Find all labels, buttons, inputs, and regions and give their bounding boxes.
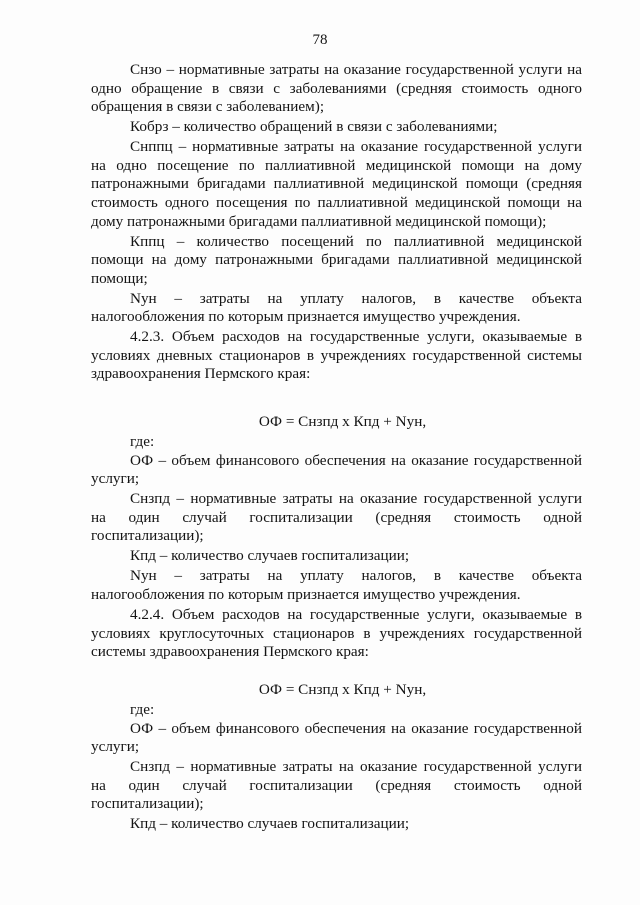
- definition-kobrz: Кобрз – количество обращений в связи с заболеваниями;: [130, 118, 498, 136]
- definition-kpd-1: Кпд – количество случаев госпитализации;: [130, 547, 410, 565]
- definitions-block-1: [91, 61, 582, 384]
- section-4-2-4-heading: 4.2.4. Объем расходов на государственные услуги, оказываемые в условиях круглосуточных стационаров в учреждениях государственной системы здравоохранения Пермского края:: [91, 605, 582, 661]
- definition-kppc: Кппц – количество посещений по паллиативной медицинской помощи на дому патронажными бригадами паллиативной медицинской помощи;: [91, 232, 582, 287]
- definition-of-1: ОФ – объем финансового обеспечения на оказание государственной услуги;: [91, 451, 582, 488]
- formula-1-block: [91, 413, 582, 432]
- where-label-2: где:: [130, 701, 155, 718]
- formula-2-block: [91, 681, 582, 700]
- definition-kpd-2: Кпд – количество случаев госпитализации;: [130, 815, 410, 833]
- definition-snppc: Снппц – нормативные затраты на оказание государственной услуги на одно посещение по паллиативной медицинской помощи на дому патронажными бригадами паллиативной медицинской помощи (средняя стоимость одного посещения по паллиативной медицинской помощи на дому патронажными бригадами паллиативной медицинской помощи);: [91, 138, 582, 230]
- definitions-block-3: [91, 701, 582, 834]
- section-4-2-3-heading: 4.2.3. Объем расходов на государственные услуги, оказываемые в условиях дневных стационаров в учреждениях государственной системы здравоохранения Пермского края:: [91, 328, 582, 383]
- definition-nun-1: Nун – затраты на уплату налогов, в качестве объекта налогообложения по которым признается имущество учреждения.: [91, 289, 582, 326]
- where-label-1: где:: [130, 433, 155, 450]
- definition-of-2: ОФ – объем финансового обеспечения на оказание государственной услуги;: [91, 719, 582, 756]
- definition-snzpd-1: Снзпд – нормативные затраты на оказание государственной услуги на один случай госпитализации (средняя стоимость одной госпитализации);: [91, 490, 582, 545]
- formula-2: ОФ = Снзпд х Кпд + Nун,: [258, 681, 427, 698]
- page-number: 78: [312, 32, 328, 48]
- definition-snzpd-2: Снзпд – нормативные затраты на оказание государственной услуги на один случай госпитализации (средняя стоимость одной госпитализации);: [91, 758, 582, 813]
- formula-1: ОФ = Снзпд х Кпд + Nун,: [258, 413, 427, 430]
- definition-nun-2: Nун – затраты на уплату налогов, в качестве объекта налогообложения по которым признается имущество учреждения.: [91, 567, 582, 603]
- definitions-block-2: [91, 433, 582, 662]
- definition-snzo: Снзо – нормативные затраты на оказание государственной услуги на одно обращение в связи с заболеваниями (средняя стоимость одного обращения в связи с заболеванием);: [91, 61, 582, 116]
